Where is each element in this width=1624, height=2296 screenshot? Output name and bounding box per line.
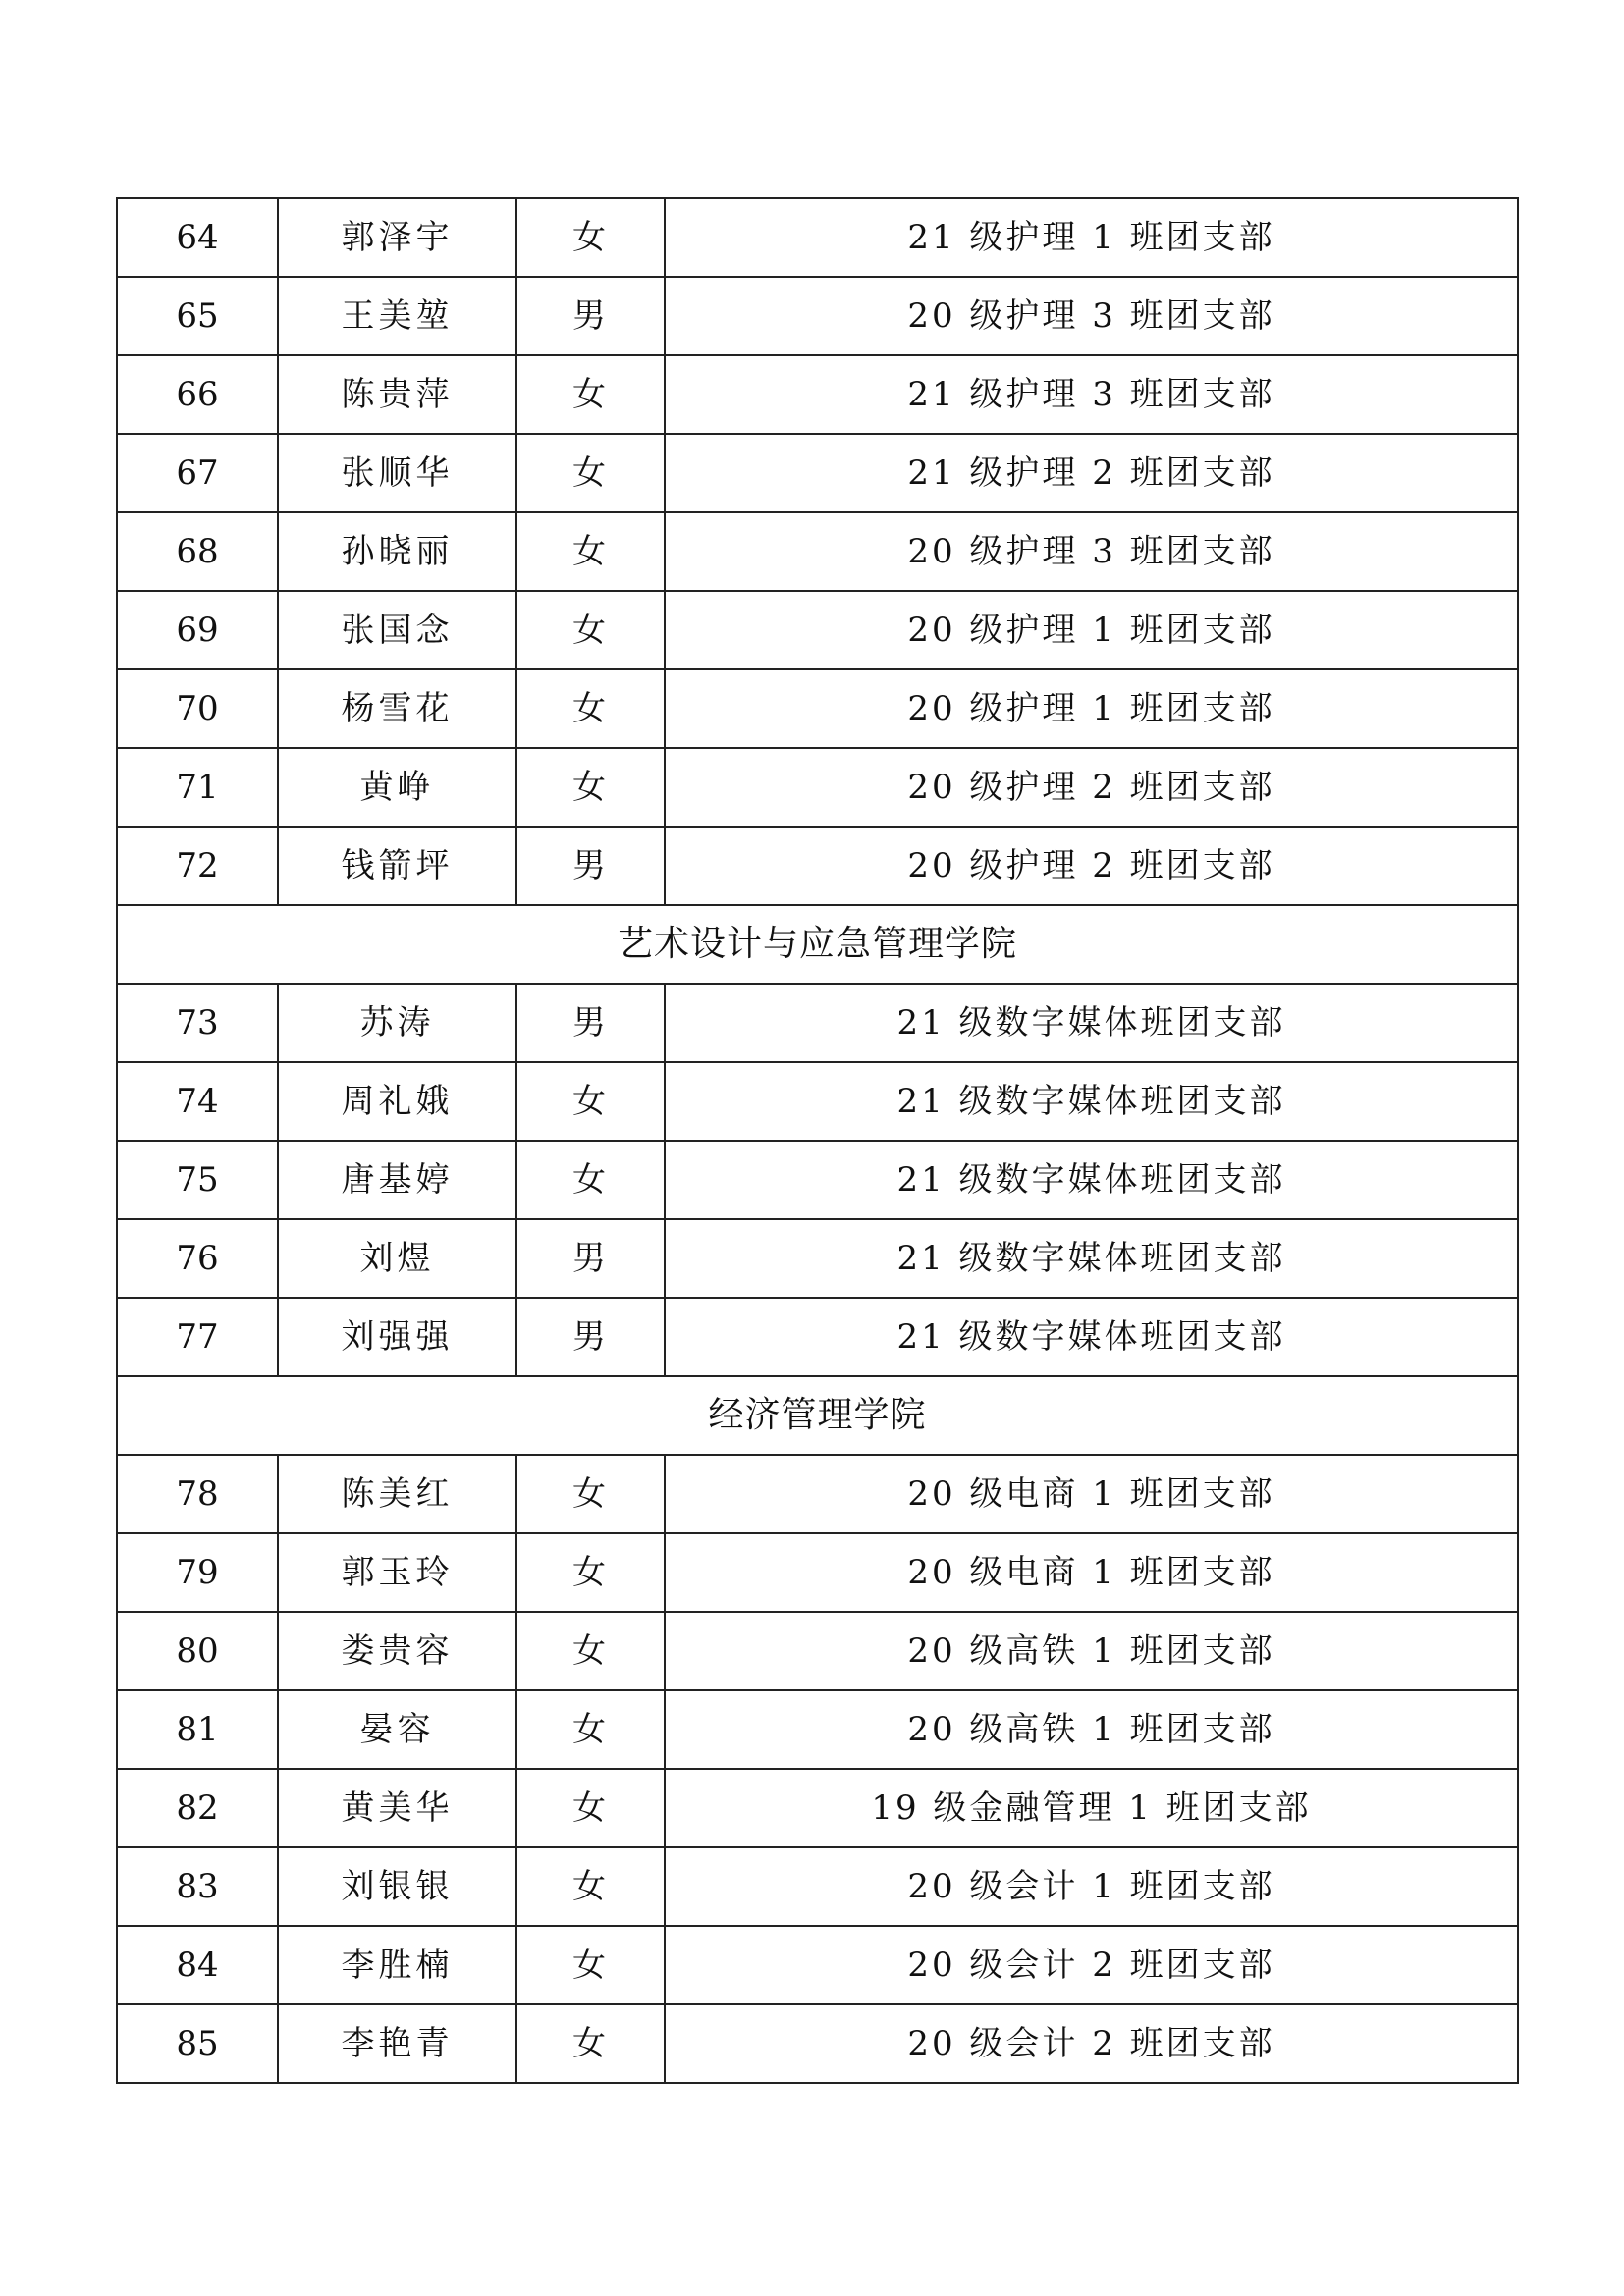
branch-cell: 21 级数字媒体班团支部 [665, 1062, 1518, 1141]
gender-cell: 女 [516, 1690, 665, 1769]
branch-cell: 20 级护理 3 班团支部 [665, 512, 1518, 591]
gender-cell: 女 [516, 512, 665, 591]
table-row [117, 277, 1518, 355]
table-row [117, 1298, 1518, 1376]
branch-cell: 20 级电商 1 班团支部 [665, 1455, 1518, 1533]
member-name-cell: 钱箭坪 [278, 827, 516, 905]
row-number-cell: 83 [117, 1847, 278, 1926]
section-title: 经济管理学院 [117, 1376, 1518, 1455]
gender-cell: 男 [516, 827, 665, 905]
member-name-cell: 刘煜 [278, 1219, 516, 1298]
branch-cell: 21 级数字媒体班团支部 [665, 1298, 1518, 1376]
member-name-cell: 刘银银 [278, 1847, 516, 1926]
table-row [117, 1455, 1518, 1533]
table-row [117, 827, 1518, 905]
gender-cell: 男 [516, 1219, 665, 1298]
branch-cell: 21 级数字媒体班团支部 [665, 1141, 1518, 1219]
row-number-cell: 72 [117, 827, 278, 905]
row-number-cell: 71 [117, 748, 278, 827]
member-name-cell: 张顺华 [278, 434, 516, 512]
table-row [117, 1926, 1518, 2004]
row-number-cell: 69 [117, 591, 278, 669]
member-name-cell: 唐基婷 [278, 1141, 516, 1219]
table-row [117, 1141, 1518, 1219]
table-row [117, 1062, 1518, 1141]
table-row [117, 984, 1518, 1062]
table-row [117, 1533, 1518, 1612]
member-name-cell: 周礼娥 [278, 1062, 516, 1141]
gender-cell: 女 [516, 1612, 665, 1690]
member-name-cell: 黄峥 [278, 748, 516, 827]
branch-cell: 21 级护理 3 班团支部 [665, 355, 1518, 434]
row-number-cell: 78 [117, 1455, 278, 1533]
branch-cell: 20 级护理 2 班团支部 [665, 827, 1518, 905]
gender-cell: 女 [516, 1141, 665, 1219]
table-row [117, 355, 1518, 434]
member-name-cell: 晏容 [278, 1690, 516, 1769]
gender-cell: 女 [516, 1533, 665, 1612]
member-name-cell: 陈贵萍 [278, 355, 516, 434]
member-name-cell: 李胜楠 [278, 1926, 516, 2004]
member-name-cell: 王美堃 [278, 277, 516, 355]
gender-cell: 女 [516, 198, 665, 277]
member-name-cell: 娄贵容 [278, 1612, 516, 1690]
member-name-cell: 郭泽宇 [278, 198, 516, 277]
branch-cell: 19 级金融管理 1 班团支部 [665, 1769, 1518, 1847]
branch-cell: 21 级护理 2 班团支部 [665, 434, 1518, 512]
table-row [117, 512, 1518, 591]
table-row [117, 1690, 1518, 1769]
row-number-cell: 68 [117, 512, 278, 591]
branch-cell: 20 级会计 1 班团支部 [665, 1847, 1518, 1926]
member-name-cell: 黄美华 [278, 1769, 516, 1847]
table-row [117, 669, 1518, 748]
member-name-cell: 陈美红 [278, 1455, 516, 1533]
branch-cell: 21 级护理 1 班团支部 [665, 198, 1518, 277]
branch-cell: 20 级电商 1 班团支部 [665, 1533, 1518, 1612]
row-number-cell: 64 [117, 198, 278, 277]
section-title: 艺术设计与应急管理学院 [117, 905, 1518, 984]
branch-cell: 20 级护理 1 班团支部 [665, 591, 1518, 669]
gender-cell: 女 [516, 669, 665, 748]
table-row [117, 1219, 1518, 1298]
branch-cell: 20 级高铁 1 班团支部 [665, 1612, 1518, 1690]
branch-cell: 20 级高铁 1 班团支部 [665, 1690, 1518, 1769]
member-name-cell: 苏涛 [278, 984, 516, 1062]
row-number-cell: 85 [117, 2004, 278, 2083]
branch-cell: 20 级护理 2 班团支部 [665, 748, 1518, 827]
member-name-cell: 刘强强 [278, 1298, 516, 1376]
gender-cell: 女 [516, 748, 665, 827]
gender-cell: 女 [516, 355, 665, 434]
gender-cell: 女 [516, 1769, 665, 1847]
table-row [117, 434, 1518, 512]
table-row [117, 748, 1518, 827]
roster-table-body [117, 198, 1518, 2083]
section-header-row [117, 1376, 1518, 1455]
gender-cell: 男 [516, 277, 665, 355]
gender-cell: 女 [516, 1062, 665, 1141]
section-header-row [117, 905, 1518, 984]
gender-cell: 男 [516, 1298, 665, 1376]
row-number-cell: 70 [117, 669, 278, 748]
member-name-cell: 郭玉玲 [278, 1533, 516, 1612]
gender-cell: 女 [516, 1847, 665, 1926]
branch-cell: 20 级护理 3 班团支部 [665, 277, 1518, 355]
branch-cell: 21 级数字媒体班团支部 [665, 1219, 1518, 1298]
gender-cell: 女 [516, 2004, 665, 2083]
row-number-cell: 75 [117, 1141, 278, 1219]
row-number-cell: 66 [117, 355, 278, 434]
row-number-cell: 73 [117, 984, 278, 1062]
row-number-cell: 76 [117, 1219, 278, 1298]
table-row [117, 591, 1518, 669]
gender-cell: 女 [516, 591, 665, 669]
row-number-cell: 65 [117, 277, 278, 355]
roster-table [116, 197, 1519, 2084]
row-number-cell: 82 [117, 1769, 278, 1847]
row-number-cell: 84 [117, 1926, 278, 2004]
table-row [117, 2004, 1518, 2083]
branch-cell: 20 级会计 2 班团支部 [665, 1926, 1518, 2004]
branch-cell: 21 级数字媒体班团支部 [665, 984, 1518, 1062]
branch-cell: 20 级会计 2 班团支部 [665, 2004, 1518, 2083]
member-name-cell: 杨雪花 [278, 669, 516, 748]
gender-cell: 男 [516, 984, 665, 1062]
member-name-cell: 李艳青 [278, 2004, 516, 2083]
table-row [117, 1847, 1518, 1926]
table-row [117, 1769, 1518, 1847]
row-number-cell: 67 [117, 434, 278, 512]
member-name-cell: 孙晓丽 [278, 512, 516, 591]
row-number-cell: 79 [117, 1533, 278, 1612]
table-row [117, 1612, 1518, 1690]
table-row [117, 198, 1518, 277]
row-number-cell: 81 [117, 1690, 278, 1769]
gender-cell: 女 [516, 1455, 665, 1533]
row-number-cell: 77 [117, 1298, 278, 1376]
row-number-cell: 80 [117, 1612, 278, 1690]
branch-cell: 20 级护理 1 班团支部 [665, 669, 1518, 748]
member-name-cell: 张国念 [278, 591, 516, 669]
gender-cell: 女 [516, 434, 665, 512]
gender-cell: 女 [516, 1926, 665, 2004]
row-number-cell: 74 [117, 1062, 278, 1141]
